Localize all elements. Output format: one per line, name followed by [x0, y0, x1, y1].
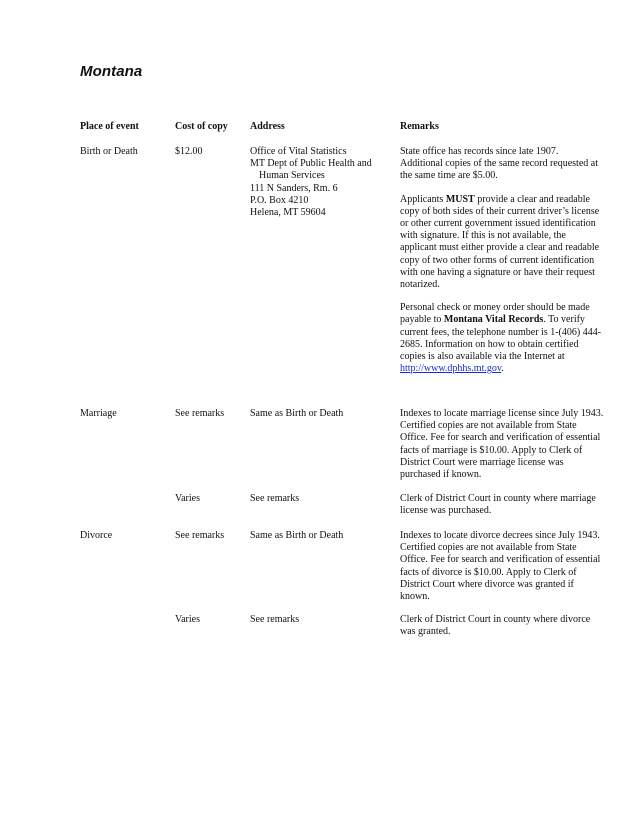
header-cost-of-copy: Cost of copy [175, 121, 228, 132]
remarks-line: Indexes to locate marriage license since July 1943. [400, 408, 604, 419]
remarks-text: provide a clear and readable [474, 193, 590, 205]
row-marriage-cost: See remarks [175, 408, 225, 419]
address-line: MT Dept of Public Health and [250, 158, 372, 170]
remarks-paragraph [400, 302, 620, 375]
row-marriage-county-cost: Varies [175, 493, 200, 504]
remarks-line: copy of both sides of their current driver’s license [400, 205, 600, 217]
row-birth-remarks [400, 146, 620, 386]
remarks-line: copy of two other forms of current identification [400, 254, 595, 266]
remarks-line: facts of marriage is $10.00. Apply to Clerk of [400, 444, 583, 456]
remarks-line: Office. Fee for search and verification of essential [400, 554, 601, 566]
address-line: Office of Vital Statistics [250, 146, 347, 157]
row-birth-cost: $12.00 [175, 146, 203, 157]
page-title: Montana [80, 63, 143, 80]
header-place-of-event: Place of event [80, 121, 139, 132]
remarks-line [400, 363, 620, 375]
address-line: Human Services [259, 170, 325, 182]
remarks-line: license was purchased. [400, 505, 492, 517]
dphhs-website-link[interactable]: http://www.dphhs.mt.gov [400, 363, 502, 375]
remarks-text: . To verify [543, 314, 585, 326]
remarks-line: Certified copies are not available from State [400, 542, 577, 554]
remarks-text: Applicants [400, 193, 446, 205]
row-divorce-address: Same as Birth or Death [250, 530, 344, 541]
row-marriage-address: Same as Birth or Death [250, 408, 344, 419]
row-birth-address [250, 146, 395, 219]
remarks-line: was granted. [400, 626, 451, 638]
row-divorce-county-address: See remarks [250, 614, 300, 625]
remarks-line: Additional copies of the same record requested at [400, 158, 598, 170]
remarks-line: with signature. If this is not available, the [400, 230, 566, 242]
remarks-line: Clerk of District Court in county where marriage [400, 493, 596, 504]
remarks-line: the same time are $5.00. [400, 170, 498, 182]
row-divorce-place: Divorce [80, 530, 113, 541]
remarks-text: payable to [400, 314, 444, 326]
remarks-line: purchased if known. [400, 469, 482, 481]
row-marriage-county-address: See remarks [250, 493, 300, 504]
remarks-line: applicant must either provide a clear and readable [400, 242, 600, 254]
remarks-line: Personal check or money order should be made [400, 302, 590, 314]
remarks-line: State office has records since late 1907. [400, 146, 559, 157]
remarks-line: known. [400, 591, 430, 603]
remarks-line: copies is also available via the Internet at [400, 351, 565, 363]
header-remarks: Remarks [400, 121, 439, 132]
row-divorce-remarks [400, 530, 620, 603]
row-marriage-remarks [400, 408, 620, 481]
remarks-line: current fees, the telephone number is 1-(406) 444- [400, 326, 602, 338]
address-line: Helena, MT 59604 [250, 207, 326, 219]
remarks-line: District Court were marriage license was [400, 456, 564, 468]
row-marriage-place: Marriage [80, 408, 117, 419]
remarks-line: Certified copies are not available from State [400, 420, 577, 432]
remarks-line [400, 314, 620, 326]
address-line: P.O. Box 4210 [250, 194, 309, 206]
row-marriage-county-remarks [400, 493, 620, 517]
remarks-line: or other current government issued identification [400, 218, 596, 230]
row-divorce-county-cost: Varies [175, 614, 200, 625]
remarks-line: 2685. Information on how to obtain certified [400, 338, 579, 350]
header-address: Address [250, 121, 285, 132]
remarks-line: District Court where divorce was granted if [400, 578, 574, 590]
remarks-line [400, 194, 620, 206]
row-birth-place: Birth or Death [80, 146, 138, 157]
remarks-line: Indexes to locate divorce decrees since July 1943. [400, 530, 600, 541]
remarks-line: with one having a signature or have their request [400, 266, 595, 278]
remarks-line: notarized. [400, 279, 440, 291]
row-divorce-county-remarks [400, 614, 620, 638]
remarks-line: Clerk of District Court in county where divorce [400, 614, 591, 625]
remarks-line: facts of divorce is $10.00. Apply to Clerk of [400, 566, 577, 578]
remarks-line: Office. Fee for search and verification of essential [400, 432, 601, 444]
remarks-text: . [501, 363, 504, 375]
address-line: 111 N Sanders, Rm. 6 [250, 182, 338, 194]
remarks-emphasis: Montana Vital Records [443, 314, 544, 326]
remarks-emphasis: MUST [445, 193, 475, 205]
remarks-paragraph [400, 194, 620, 292]
row-divorce-cost: See remarks [175, 530, 225, 541]
remarks-paragraph [400, 146, 620, 183]
